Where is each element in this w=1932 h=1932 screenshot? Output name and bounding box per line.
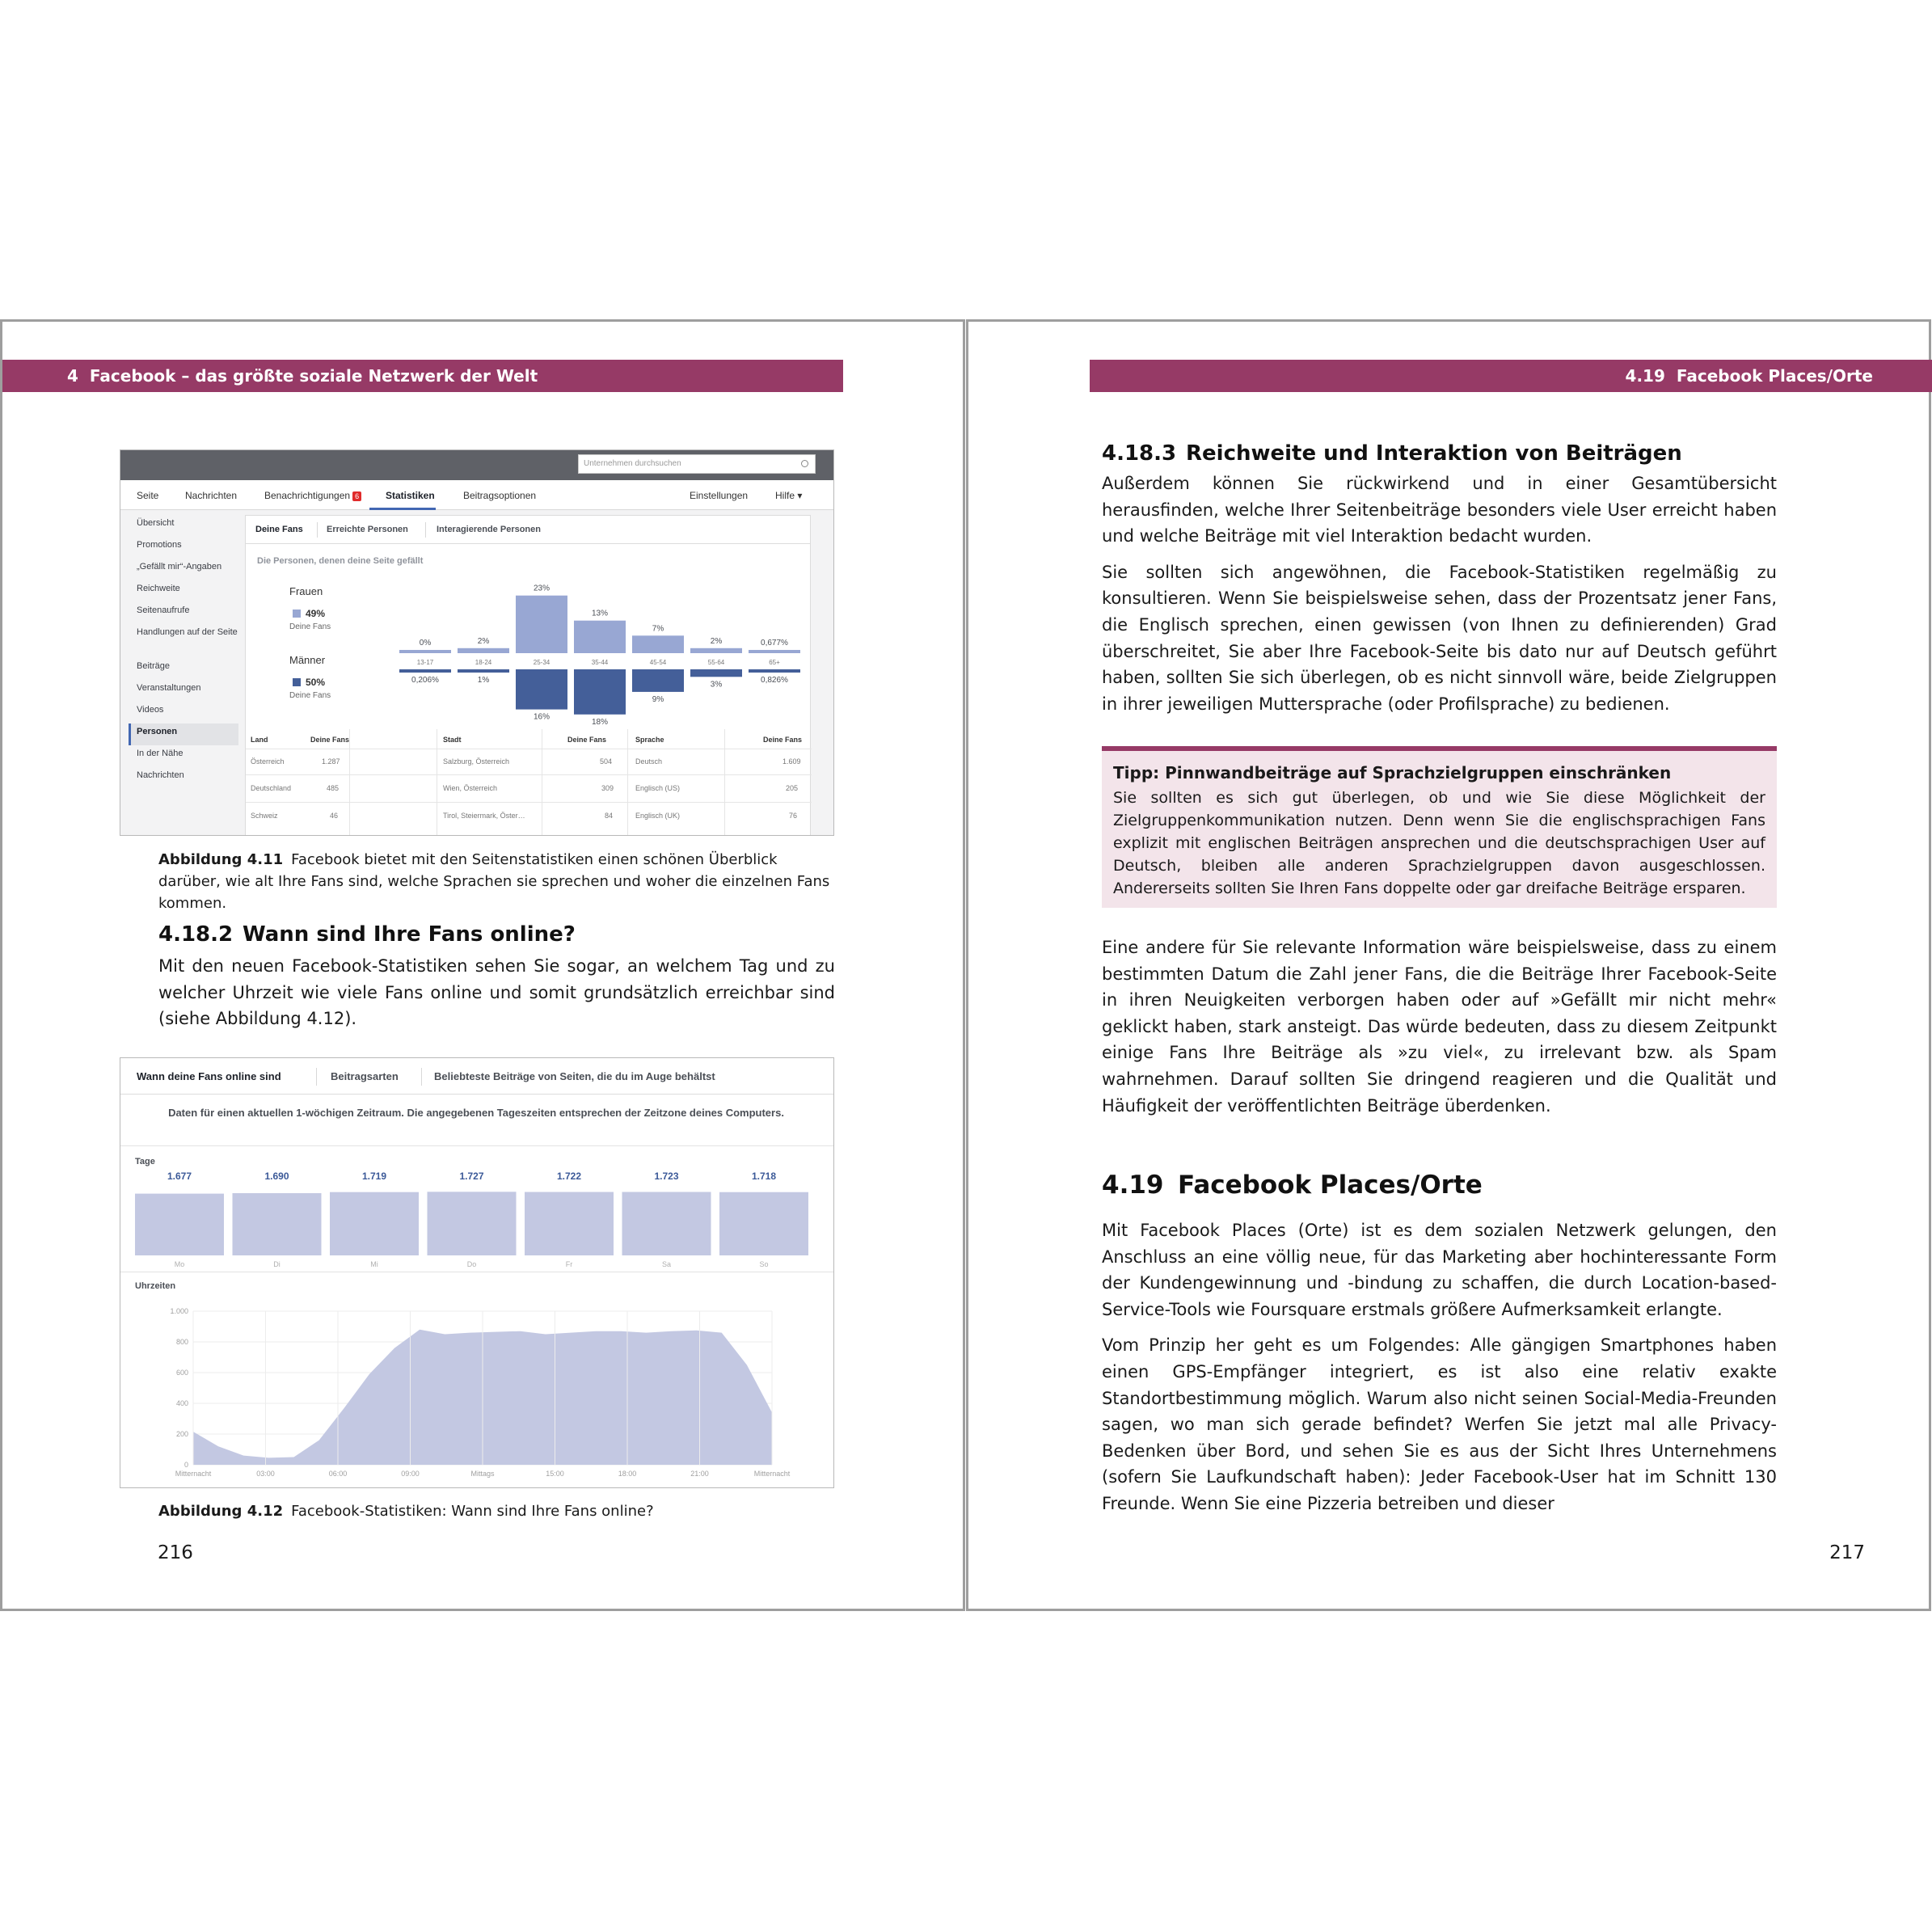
table-divider xyxy=(724,729,725,836)
age-tick-label: 18-24 xyxy=(475,659,492,666)
bar-women-45-54 xyxy=(632,635,684,653)
table-header: Land xyxy=(251,736,268,744)
sidebar-item-videos[interactable]: Videos xyxy=(137,705,164,715)
table-header: Stadt xyxy=(443,736,462,744)
section-paragraph: Mit Facebook Places (Orte) ist es dem sozialen Netzwerk gelungen, den Anschluss an eine völlig neue, für das Marketing aber hochinteressante Form der Kundengewinnung und -bindung zu schaffen, die durch Location-based-Service-Tools wie Foursquare erstmals größere Aufmerksamkeit erlangte. xyxy=(1102,1221,1777,1319)
table-cell: 1.287 xyxy=(322,757,340,766)
x-tick-label: 21:00 xyxy=(690,1470,709,1478)
age-tick-label: 45-54 xyxy=(649,659,667,666)
table-cell: Englisch (US) xyxy=(635,784,681,792)
data-label-women: 0% xyxy=(419,639,432,648)
tip-title: Tipp: Pinnwandbeiträge auf Sprachzielgruppen einschränken xyxy=(1113,763,1672,783)
table-cell: 205 xyxy=(786,784,799,792)
x-tick-label: 03:00 xyxy=(256,1470,275,1478)
table-cell: Schweiz xyxy=(251,812,278,820)
caption-text: Facebook-Statistiken: Wann sind Ihre Fans online? xyxy=(291,1503,654,1520)
bar-women-35-44 xyxy=(574,621,626,653)
bar-men-35-44 xyxy=(574,669,626,715)
data-label-women: 13% xyxy=(591,609,609,618)
sidebar-item-in-der-naehe[interactable]: In der Nähe xyxy=(137,749,183,758)
data-label-men: 1% xyxy=(477,676,490,685)
data-label-women: 23% xyxy=(533,584,550,593)
y-tick-label: 400 xyxy=(175,1399,188,1407)
women-label: Frauen xyxy=(289,585,323,597)
table-divider xyxy=(246,774,812,775)
nav-item-beitragsoptionen[interactable]: Beitragsoptionen xyxy=(463,490,537,501)
data-label-women: 7% xyxy=(652,624,664,634)
figure-4-12 xyxy=(120,1057,834,1488)
nav-item-nachrichten[interactable]: Nachrichten xyxy=(185,490,238,501)
day-value-label: 1.677 xyxy=(167,1171,192,1182)
x-tick-label: Mitternacht xyxy=(753,1470,791,1478)
men-sublabel: Deine Fans xyxy=(289,691,331,700)
day-tick-label: Do xyxy=(466,1260,477,1268)
sidebar-item-uebersicht[interactable]: Übersicht xyxy=(137,518,175,528)
women-sublabel: Deine Fans xyxy=(289,622,331,631)
table-cell: Deutschland xyxy=(251,784,292,792)
men-label: Männer xyxy=(289,654,326,666)
nav-item-einstellungen[interactable]: Einstellungen xyxy=(690,490,749,501)
sidebar-item-gefaellt-mir[interactable]: „Gefällt mir“-Angaben xyxy=(137,562,222,572)
x-tick-label: 09:00 xyxy=(401,1470,420,1478)
nav-item-benachrichtigungen[interactable] xyxy=(264,490,361,501)
timezone-note: Daten für einen aktuellen 1-wöchigen Zeitraum. Die angegebenen Tageszeiten entsprechen der Zeitzone deines Computers. xyxy=(168,1107,784,1119)
caption-label: Abbildung 4.12 xyxy=(158,1503,284,1520)
table-cell: 485 xyxy=(327,784,340,792)
tab-deine-fans[interactable]: Deine Fans xyxy=(255,525,303,534)
table-cell: Englisch (UK) xyxy=(635,812,681,820)
sidebar-item-nachrichten[interactable]: Nachrichten xyxy=(137,770,184,780)
day-tick-label: Fr xyxy=(565,1260,573,1268)
day-tick-label: Mi xyxy=(370,1260,378,1268)
days-label: Tage xyxy=(135,1157,155,1166)
notification-badge: 6 xyxy=(352,491,361,501)
people-panel xyxy=(245,515,811,836)
y-tick-label: 600 xyxy=(175,1369,188,1377)
facebook-body xyxy=(120,510,833,836)
right-page xyxy=(966,319,1931,1611)
age-gender-chart xyxy=(246,516,812,729)
caption-label: Abbildung 4.11 xyxy=(158,851,284,868)
section-title: Reichweite und Interaktion von Beiträgen xyxy=(1186,441,1682,466)
search-placeholder: Unternehmen durchsuchen xyxy=(584,459,681,468)
table-header: Sprache xyxy=(635,736,664,744)
tip-box xyxy=(1102,746,1777,908)
x-tick-label: Mittags xyxy=(470,1470,495,1478)
nav-benachrichtigungen-label: Benachrichtigungen xyxy=(264,490,351,501)
caption-4-11 xyxy=(158,849,835,914)
search-input[interactable] xyxy=(578,454,816,474)
day-value-label: 1.723 xyxy=(654,1171,679,1182)
table-cell: 1.609 xyxy=(783,757,801,766)
section-4-19 xyxy=(1102,1171,1777,1517)
running-head-right xyxy=(1090,360,1932,392)
figure-4-11 xyxy=(120,449,834,836)
section-number: 4.18.2 xyxy=(158,922,234,947)
running-head-title: Facebook – das größte soziale Netzwerk der Welt xyxy=(89,366,538,386)
sidebar-item-personen[interactable]: Personen xyxy=(129,723,238,745)
table-header: Deine Fans xyxy=(763,736,803,744)
age-tick-label: 13-17 xyxy=(416,659,434,666)
section-4-18-2 xyxy=(158,922,835,1032)
x-tick-label: 15:00 xyxy=(546,1470,564,1478)
tab-beitragsarten[interactable]: Beitragsarten xyxy=(331,1070,399,1082)
bar-men-45-54 xyxy=(632,669,684,692)
section-number: 4.18.3 xyxy=(1102,441,1177,466)
paragraph-after-tip xyxy=(1102,934,1777,1119)
hours-label: Uhrzeiten xyxy=(135,1281,176,1291)
women-percent: 49% xyxy=(306,608,326,619)
table-divider xyxy=(246,802,812,803)
bar-men-65+ xyxy=(749,669,800,673)
data-label-men: 16% xyxy=(533,712,550,722)
table-cell: Tirol, Steiermark, Öster… xyxy=(443,812,525,820)
section-paragraph: Eine andere für Sie relevante Information wäre beispielsweise, dass zu einem bestimmten Datum die Zahl jener Fans, die die Beiträge Ihrer Facebook-Seite in ihren Neuigkeiten verborgen haben oder auf »Gefällt mir nicht mehr« geklickt haben, stark ansteigt. Das würde bedeuten, dass zu diesem Zeitpunkt einige Fans Ihre Beiträge als »zu viel«, zu irrelevant bzw. als Spam wahrnehmen. Darauf sollten Sie dringend reagieren und die Qualität und Häufigkeit der veröffentlichten Beiträge überdenken. xyxy=(1102,938,1777,1116)
table-cell: 504 xyxy=(600,757,613,766)
bar-women-18-24 xyxy=(458,648,509,653)
fans-subtitle: Die Personen, denen deine Seite gefällt xyxy=(257,556,424,566)
age-tick-label: 35-44 xyxy=(591,659,609,666)
bar-women-65+ xyxy=(749,650,800,653)
table-divider xyxy=(349,729,350,836)
data-label-men: 0,826% xyxy=(761,676,788,685)
section-paragraph: Mit den neuen Facebook-Statistiken sehen Sie sogar, an welchem Tag und zu welcher Uhrzeit wie viele Fans online und somit grundsätzlich erreichbar sind (siehe Abbildung 4.12). xyxy=(158,956,835,1029)
facebook-top-bar xyxy=(120,450,833,480)
sidebar-item-reichweite[interactable]: Reichweite xyxy=(137,584,180,593)
section-heading xyxy=(158,922,835,947)
left-page xyxy=(0,319,965,1611)
tip-text: Sie sollten es sich gut überlegen, ob und wie Sie diese Möglichkeit der Zielgruppenkommunikation nutzen. Denn wenn Sie die englischsprachigen Fans explizit mit englischen Beiträgen ansprechen und die deutschsprachigen User auf Deutsch, bleiben alle anderen Sprachzielgruppen davon ausgeschlossen. Andererseits sollten Sie Ihren Fans doppelte oder gar dreifache Beiträge ersparen. xyxy=(1113,789,1765,897)
caption-4-12 xyxy=(158,1500,835,1522)
section-heading xyxy=(1102,1171,1777,1200)
bar-men-55-64 xyxy=(690,669,742,677)
table-cell: Österreich xyxy=(251,757,285,766)
tab-erreichte-personen[interactable]: Erreichte Personen xyxy=(327,525,408,534)
day-tick-label: Di xyxy=(273,1260,281,1268)
bar-women-25-34 xyxy=(516,596,567,653)
table-cell: 46 xyxy=(330,812,339,820)
bar-men-25-34 xyxy=(516,669,567,710)
bar-women-55-64 xyxy=(690,648,742,653)
running-head-title: Facebook Places/Orte xyxy=(1676,366,1873,386)
day-value-label: 1.719 xyxy=(361,1171,387,1182)
fans-tables xyxy=(246,729,812,836)
sidebar-item-beitraege[interactable]: Beiträge xyxy=(137,661,170,671)
table-cell: Wien, Österreich xyxy=(443,784,498,792)
table-cell: 76 xyxy=(789,812,798,820)
y-tick-label: 0 xyxy=(183,1461,188,1469)
section-4-18-3 xyxy=(1102,441,1777,717)
hours-chart xyxy=(120,1058,834,1488)
nav-item-statistiken[interactable]: Statistiken xyxy=(386,490,435,501)
table-header: Deine Fans xyxy=(310,736,350,744)
day-value-label: 1.690 xyxy=(264,1171,289,1182)
age-tick-label: 25-34 xyxy=(533,659,550,666)
data-label-women: 2% xyxy=(477,636,490,646)
day-tick-label: Sa xyxy=(661,1260,672,1268)
tab-wann-online[interactable]: Wann deine Fans online sind xyxy=(137,1070,281,1082)
bar-men-13-17 xyxy=(399,669,451,673)
sidebar-item-handlungen[interactable]: Handlungen auf der Seite xyxy=(137,627,238,637)
running-head-left xyxy=(2,360,843,392)
sidebar-item-veranstaltungen[interactable]: Veranstaltungen xyxy=(137,683,201,693)
search-icon[interactable] xyxy=(801,460,808,467)
y-tick-label: 800 xyxy=(175,1338,188,1346)
sidebar-item-seitenaufrufe[interactable]: Seitenaufrufe xyxy=(137,605,190,615)
x-tick-label: 06:00 xyxy=(328,1470,348,1478)
page-nav xyxy=(120,480,833,510)
section-heading xyxy=(1102,441,1777,466)
nav-item-seite[interactable]: Seite xyxy=(137,490,159,501)
data-label-men: 9% xyxy=(652,694,664,704)
day-value-label: 1.727 xyxy=(459,1171,484,1182)
data-label-women: 0,677% xyxy=(761,639,788,648)
table-header: Deine Fans xyxy=(567,736,607,744)
table-cell: 84 xyxy=(605,812,614,820)
data-label-men: 18% xyxy=(591,717,609,727)
y-tick-label: 200 xyxy=(175,1430,188,1438)
data-label-men: 3% xyxy=(710,680,723,690)
day-tick-label: So xyxy=(759,1260,769,1268)
table-divider xyxy=(627,729,628,836)
day-value-label: 1.722 xyxy=(556,1171,582,1182)
caption-text: Facebook bietet mit den Seitenstatistiken einen schönen Überblick darüber, wie alt Ihre Fans sind, welche Sprachen sie sprechen und woher die einzelnen Fans kommen. xyxy=(158,851,830,912)
section-paragraph: Außerdem können Sie rückwirkend und in einer Gesamtübersicht herausfinden, welche Ihrer Seitenbeiträge besonders viele User erreicht haben und welche Beiträge mit viel Interaktion bedacht wurden. xyxy=(1102,474,1777,546)
x-tick-label: Mitternacht xyxy=(175,1470,212,1478)
y-tick-label: 1.000 xyxy=(170,1307,188,1315)
section-paragraph: Vom Prinzip her geht es um Folgendes: Alle gängigen Smartphones haben einen GPS-Empfänger integriert, es ist also eine relativ exakte Standortbestimmung möglich. Warum also nicht seinen Social-Media-Freunden sagen, wo man sich gerade befindet? Werfen Sie jetzt mal alle Privacy-Bedenken über Bord, und sehen Sie es aus der Sicht Ihres Unternehmens (sofern Sie Laufkundschaft haben): Jeder Facebook-User hat im Schnitt 130 Freunde. Wenn Sie eine Pizzeria betreiben und dieser xyxy=(1102,1335,1777,1513)
age-tick-label: 65+ xyxy=(769,659,780,666)
running-head-number: 4.19 xyxy=(1625,366,1665,386)
table-cell: Deutsch xyxy=(635,757,663,766)
bar-women-13-17 xyxy=(399,650,451,653)
data-label-men: 0,206% xyxy=(411,676,439,685)
age-tick-label: 55-64 xyxy=(707,659,725,666)
section-paragraph: Sie sollten sich angewöhnen, die Facebook-Statistiken regelmäßig zu konsultieren. Wenn Sie beispielsweise sehen, dass der Prozentsatz jener Fans, die Englisch sprechen, einen gewissen (von Ihnen zu definierenden) Grad überschreitet, Sie aber Ihre Facebook-Seite bis dato nur auf Deutsch geführt haben, sollten Sie sich überlegen, ob es nicht sinnvoll wäre, beide Zielgruppen in ihrer jeweiligen Muttersprache (oder Profilsprache) zu bedienen. xyxy=(1102,562,1777,714)
page-number-left: 216 xyxy=(158,1542,193,1563)
section-title: Facebook Places/Orte xyxy=(1178,1171,1483,1200)
day-value-label: 1.718 xyxy=(751,1171,777,1182)
sidebar-item-promotions[interactable]: Promotions xyxy=(137,540,182,550)
table-cell: 309 xyxy=(601,784,614,792)
section-number: 4.19 xyxy=(1102,1171,1164,1200)
tab-beliebteste-beitraege[interactable]: Beliebteste Beiträge von Seiten, die du im Auge behältst xyxy=(434,1070,715,1082)
table-cell: Salzburg, Österreich xyxy=(443,757,510,766)
tab-interagierende-personen[interactable]: Interagierende Personen xyxy=(437,525,541,534)
section-title: Wann sind Ihre Fans online? xyxy=(243,922,576,947)
data-label-women: 2% xyxy=(710,636,723,646)
day-tick-label: Mo xyxy=(174,1260,185,1268)
page-number-right: 217 xyxy=(1829,1542,1865,1563)
men-percent: 50% xyxy=(306,677,326,688)
bar-men-18-24 xyxy=(458,669,509,673)
x-tick-label: 18:00 xyxy=(618,1470,637,1478)
running-head-number: 4 xyxy=(67,366,78,386)
statistics-sidebar xyxy=(129,515,238,789)
nav-item-hilfe[interactable]: Hilfe ▾ xyxy=(775,490,803,501)
